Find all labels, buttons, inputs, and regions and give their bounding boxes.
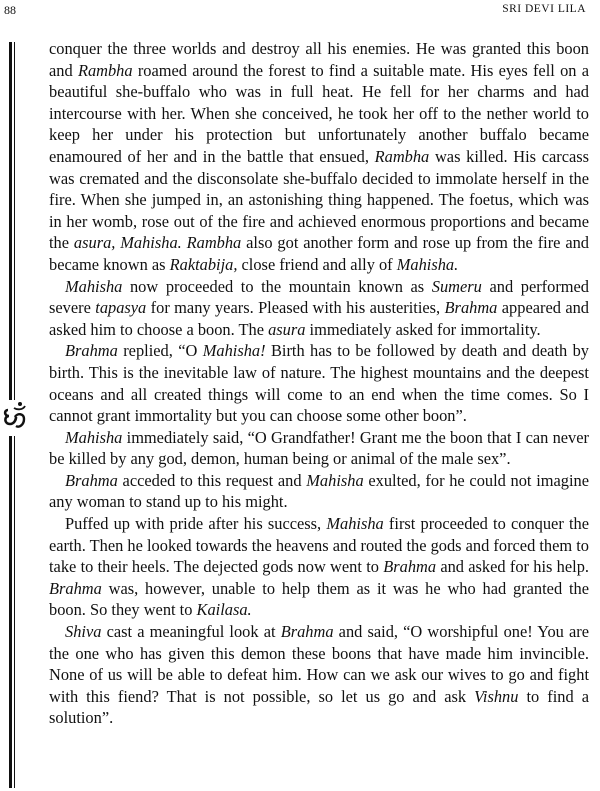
italic-text: Mahisha	[65, 427, 123, 447]
italic-text: Mahisha.	[120, 233, 182, 253]
italic-text: Rambha	[374, 146, 430, 166]
paragraph	[49, 470, 589, 513]
text-run: to find a solution”.	[49, 686, 589, 728]
ornament-rule-thin-top	[14, 42, 15, 400]
text-run: immediately asked for immortality.	[305, 319, 541, 339]
italic-text: Mahisha	[306, 470, 364, 490]
italic-text: Rambha	[186, 233, 242, 253]
paragraph	[49, 513, 589, 621]
text-run: also got another form and rose up from the fire and became known as	[49, 233, 589, 274]
text-run: close friend and ally of	[237, 254, 397, 274]
italic-text: asura	[268, 319, 306, 339]
ornament-rule-thin-bottom	[14, 436, 15, 788]
italic-text: Brahma	[49, 578, 102, 598]
italic-text: Brahma	[383, 557, 437, 577]
text-run: immediately said, “O Grandfather! Grant me the boon that I can never be killed by any god, demon, human being or animal of the male sex”.	[49, 427, 589, 469]
text-run: conquer the three worlds and destroy all his enemies. He was granted this boon and	[49, 39, 589, 80]
text-run: roamed around the forest to find a suitable mate. His eyes fell on a beautiful she-buffalo who was in full heat. He fell for her charms and had intercourse with her. When she conceived, he took her off to the nether world to keep her under his protection but unfortunately another buffalo became enamoured of her and in the battle that ensued,	[49, 60, 589, 166]
text-run: Puffed up with pride after his success,	[65, 514, 327, 534]
text-run: first proceeded to conquer the earth. Then he looked towards the heavens and routed the gods and forced them to take to their heels. The dejected gods now went to	[49, 514, 589, 577]
italic-text: Vishnu	[474, 686, 519, 706]
italic-text: Brahma	[65, 341, 118, 361]
italic-text: Mahisha	[326, 514, 384, 534]
running-title: SRI DEVI LILA	[502, 3, 586, 15]
text-run: Birth has to be followed by death and death by birth. This is the inevitable law of nature. The highest mountains and the deepest oceans and all created things will come to an end when the time comes. So I cannot grant immortality but you can choose some other boon”.	[49, 341, 589, 426]
text-run: and asked for his help.	[436, 557, 589, 577]
page-header	[4, 3, 586, 19]
om-icon	[2, 400, 28, 434]
text-run: and said, “O worshipful one! You are the one who has given this demon these boons that have made him invincible. None of us will be able to defeat him. How can we ask our wives to go and fight with this fiend? That is not possible, so let us go and ask	[49, 622, 589, 706]
italic-text: Raktabija,	[169, 254, 238, 274]
text-run: replied, “O	[117, 341, 203, 361]
italic-text: Brahma	[444, 298, 498, 318]
text-run: now proceeded to the mountain known as	[122, 276, 432, 296]
paragraph	[49, 276, 589, 341]
italic-text: Sumeru	[431, 276, 482, 296]
ornament-rule-thick-bottom	[9, 436, 12, 788]
italic-text: asura,	[73, 233, 116, 253]
ornament-rule-thick-top	[9, 42, 12, 400]
text-run: and performed severe	[49, 276, 590, 318]
paragraph	[49, 427, 589, 470]
paragraph	[49, 621, 589, 729]
italic-text: Mahisha.	[396, 254, 459, 274]
paragraph	[49, 38, 589, 276]
text-run: was, however, unable to help them as it was he who had granted the boon. So they went to	[49, 578, 589, 620]
text-run: exulted, for he could not imagine any woman to stand up to his might.	[49, 470, 589, 512]
italic-text: Brahma	[65, 470, 118, 490]
text-run: acceded to this request and	[117, 470, 307, 490]
body-text	[49, 38, 589, 729]
italic-text: Mahisha	[65, 276, 123, 296]
text-run: was killed. His carcass was cremated and the disconsolate she-buffalo decided to immolate herself in the fire. When she jumped in, an astonishing thing happened. The foetus, which was in her womb, rose out of the fire and achieved enormous proportions and became the	[49, 146, 590, 253]
text-run: cast a meaningful look at	[101, 622, 281, 642]
italic-text: Shiva	[65, 622, 102, 642]
paragraph	[49, 340, 589, 426]
text-run: for many years. Pleased with his austerities,	[146, 298, 445, 318]
italic-text: Mahisha!	[202, 341, 266, 361]
page-number: 88	[4, 3, 16, 17]
italic-text: tapasya	[95, 298, 147, 318]
italic-text: Kailasa.	[196, 600, 252, 620]
italic-text: Brahma	[280, 622, 334, 642]
italic-text: Rambha	[77, 60, 133, 80]
text-run: appeared and asked him to choose a boon. The	[49, 298, 589, 339]
